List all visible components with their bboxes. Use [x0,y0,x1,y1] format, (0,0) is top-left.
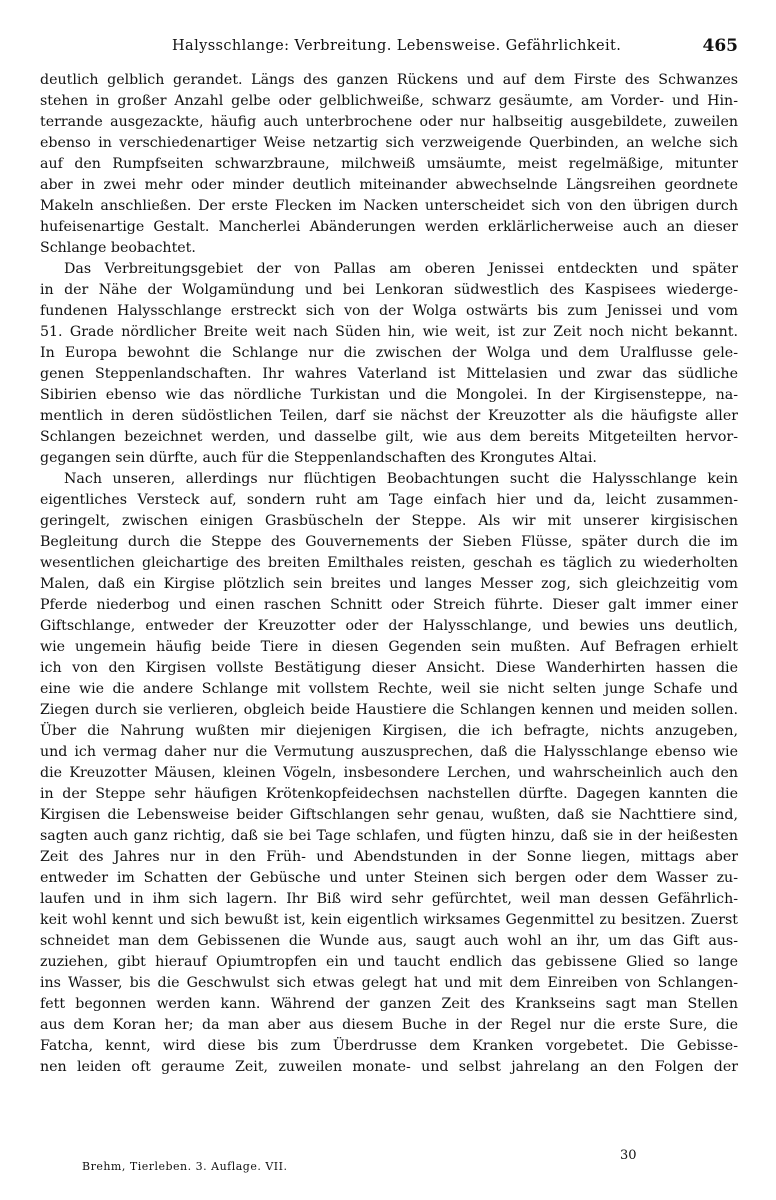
text-line: Fatcha, kennt, wird diese bis zum Überdrusse dem Kranken vorgebetet. Die Gebisse- [40,1038,738,1054]
text-line: stehen in großer Anzahl gelbe oder gelblichweiße, schwarz gesäumte, am Vorder- und Hin- [40,93,738,109]
text-line: keit wohl kennt und sich bewußt ist, kein eigentlich wirksames Gegenmittel zu besitzen. Zuerst [40,912,738,928]
text-line: entweder im Schatten der Gebüsche und unter Steinen sich bergen oder dem Wasser zu- [40,870,738,886]
text-line: 51. Grade nördlicher Breite weit nach Süden hin, wie weit, ist zur Zeit noch nicht bekannt. [40,324,738,340]
text-line: Kirgisen die Lebensweise beider Giftschlangen sehr genau, wußten, daß sie Nachttiere sind, [40,807,738,823]
text-line: Ziegen durch sie verlieren, obgleich beide Haustiere die Schlangen kennen und meiden sollen. [40,702,738,718]
text-line: In Europa bewohnt die Schlange nur die zwischen der Wolga und dem Uralflusse gele- [40,345,738,361]
text-line: Nach unseren, allerdings nur flüchtigen Beobachtungen sucht die Halysschlange kein [64,471,738,487]
paragraph [40,70,738,259]
text-line: geringelt, zwischen einigen Grasbüscheln der Steppe. Als wir mit unserer kirgisischen [40,513,738,529]
text-line: Pferde niederbog und einen raschen Schnitt oder Streich führte. Dieser galt immer einer [40,597,738,613]
text-line: ich von den Kirgisen vollste Bestätigung dieser Ansicht. Diese Wanderhirten hassen die [40,660,738,676]
text-line: eigentliches Versteck auf, sondern ruht am Tage einfach hier und da, leicht zusammen- [40,492,738,508]
text-line: mentlich in deren südöstlichen Teilen, darf sie nächst der Kreuzotter als die häufigste aller [40,408,738,424]
text-line: wesentlichen gleichartige des breiten Emilthales reisten, geschah es täglich zu wiederholten [40,555,738,571]
text-line: eine wie die andere Schlange mit vollstem Rechte, weil sie nicht selten junge Schafe und [40,681,738,697]
text-line: ebenso in verschiedenartiger Weise netzartig sich verzweigende Querbinden, an welche sich [40,135,738,151]
text-line: fundenen Halysschlange erstreckt sich von der Wolga ostwärts bis zum Jenissei und vom [40,303,738,319]
text-line: aber in zwei mehr oder minder deutlich miteinander abwechselnde Längsreihen geordnete [40,177,738,193]
text-line: gegangen sein dürfte, auch für die Steppenlandschaften des Krongutes Altai. [40,450,597,466]
printer-signature: Brehm, Tierleben. 3. Auflage. VII. [82,1160,288,1173]
paragraph [40,469,738,1078]
paragraph [40,259,738,469]
text-line: fett begonnen werden kann. Während der ganzen Zeit des Krankseins sagt man Stellen [40,996,738,1012]
text-line: deutlich gelblich gerandet. Längs des ganzen Rückens und auf dem Firste des Schwanzes [40,72,738,88]
text-line: in der Nähe der Wolgamündung und bei Lenkoran südwestlich des Kaspisees wiederge- [40,282,738,298]
text-line: Schlange beobachtet. [40,240,196,256]
text-line: die Kreuzotter Mäusen, kleinen Vögeln, insbesondere Lerchen, und wahrscheinlich auch den [40,765,738,781]
page-number: 465 [702,36,738,56]
text-line: genen Steppenlandschaften. Ihr wahres Vaterland ist Mittelasien und zwar das südliche [40,366,738,382]
text-line: Makeln anschließen. Der erste Flecken im Nacken unterscheidet sich von den übrigen durch [40,198,738,214]
text-line: zuziehen, gibt hierauf Opiumtropfen ein und taucht endlich das gebissene Glied so lange [40,954,738,970]
text-line: Sibirien ebenso wie das nördliche Turkistan und die Mongolei. In der Kirgisensteppe, na- [40,387,738,403]
text-line: ins Wasser, bis die Geschwulst sich etwas gelegt hat und mit dem Einreiben von Schlangen- [40,975,738,991]
page-header [40,34,738,64]
text-line: Begleitung durch die Steppe des Gouvernements der Sieben Flüsse, später durch die im [40,534,738,550]
text-line: terrande ausgezackte, häufig auch unterbrochene oder nur halbseitig ausgebildete, zuweilen [40,114,738,130]
text-line: Malen, daß ein Kirgise plötzlich sein breites und langes Messer zog, sich gleichzeitig vom [40,576,738,592]
page-footer [40,1148,738,1188]
text-line: aus dem Koran her; da man aber aus diesem Buche in der Regel nur die erste Sure, die [40,1017,738,1033]
text-line: nen leiden oft geraume Zeit, zuweilen monate- und selbst jahrelang an den Folgen der [40,1059,738,1075]
text-line: schneidet man dem Gebissenen die Wunde aus, saugt auch wohl an ihr, um das Gift aus- [40,933,738,949]
text-line: in der Steppe sehr häufigen Krötenkopfeidechsen nachstellen dürfte. Dagegen kannten die [40,786,738,802]
text-line: Schlangen bezeichnet werden, und dasselbe gilt, wie aus dem bereits Mitgeteilten hervor- [40,429,738,445]
text-line: Zeit des Jahres nur in den Früh- und Abendstunden in der Sonne liegen, mittags aber [40,849,738,865]
text-line: Giftschlange, entweder der Kreuzotter oder der Halysschlange, und bewies uns deutlich, [40,618,738,634]
text-line: sagten auch ganz richtig, daß sie bei Tage schlafen, und fügten hinzu, daß sie in der heißesten [40,828,738,844]
body-text [40,70,738,1078]
text-line: auf den Rumpfseiten schwarzbraune, milchweiß umsäumte, meist regelmäßige, mitunter [40,156,738,172]
text-line: laufen und in ihm sich lagern. Ihr Biß wird sehr gefürchtet, weil man dessen Gefährlich- [40,891,738,907]
text-line: Das Verbreitungsgebiet der von Pallas am oberen Jenissei entdeckten und später [64,261,738,277]
text-line: Über die Nahrung wußten mir diejenigen Kirgisen, die ich befragte, nichts anzugeben, [40,723,738,739]
text-line: hufeisenartige Gestalt. Mancherlei Abänderungen werden erklärlicherweise auch an dieser [40,219,738,235]
text-line: wie ungemein häufig beide Tiere in diesen Gegenden sein mußten. Auf Befragen erhielt [40,639,738,655]
running-head: Halysschlange: Verbreitung. Lebensweise. Gefährlichkeit. [172,38,622,54]
sheet-number: 30 [620,1148,637,1163]
text-line: und ich vermag daher nur die Vermutung auszusprechen, daß die Halysschlange ebenso wie [40,744,738,760]
